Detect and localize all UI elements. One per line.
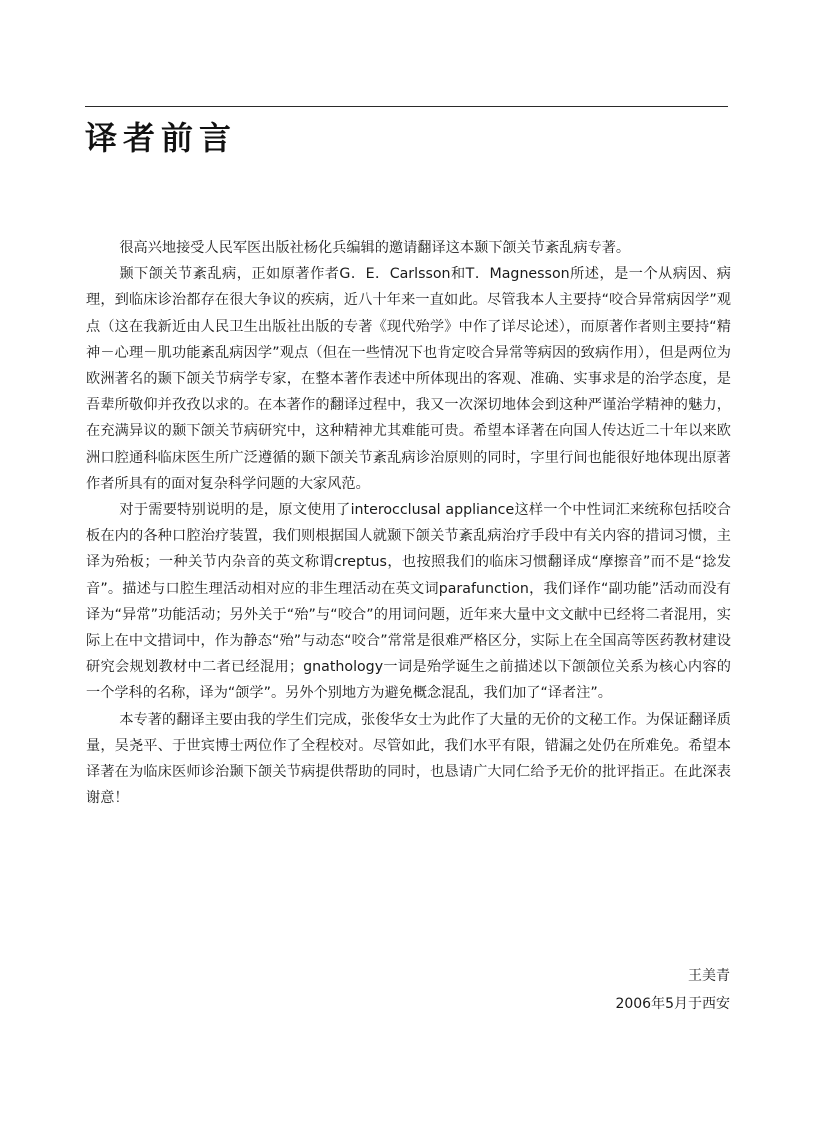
header-rule [85,106,728,107]
paragraph-acknowledgements: 本专著的翻译主要由我的学生们完成，张俊华女士为此作了大量的无价的文秘工作。为保证翻译质量，吴尧平、于世宾博士两位作了全程校对。尽管如此，我们水平有限，错漏之处仍在所难免。希望本译著在为临床医师诊治颞下颌关节病提供帮助的同时，也恳请广大同仁给予无价的批评指正。在此深表谢意！ [86,711,731,807]
signature-name: 王美青 [688,968,730,984]
paragraph-terminology: 对于需要特别说明的是，原文使用了interocclusal appliance这样一个中性词汇来统称包括咬合板在内的各种口腔治疗装置，我们则根据国人就颞下颌关节紊乱病治疗手段中有关内容的措词习惯，主译为殆板；一种关节内杂音的英文称谓creptus，也按照我们的临床习惯翻译成“摩擦音”而不是“捻发音”。描述与口腔生理活动相对应的非生理活动在英文词parafunction，我们译作“副功能”活动而没有译为“异常”功能活动；另外关于“殆”与“咬合”的用词问题，近年来大量中文文献中已经将二者混用，实际上在中文措词中，作为静态“殆”与动态“咬合”常常是很难严格区分，实际上在全国高等医药教材建设研究会规划教材中二者已经混用；gnathology一词是殆学诞生之前描述以下颌颌位关系为核心内容的一个学科的名称，译为“颌学”。另外个别地方为避免概念混乱，我们加了“译者注”。 [86,502,731,702]
paragraph-intro: 很高兴地接受人民军医出版社杨化兵编辑的邀请翻译这本颞下颌关节紊乱病专著。 [119,240,631,256]
signature-date-place: 2006年5月于西安 [615,996,730,1012]
preface-body [86,235,731,811]
signature-block [615,962,730,1018]
paragraph-background: 颞下颌关节紊乱病，正如原著作者G．E．Carlsson和T．Magnesson所述，是一个从病因、病理，到临床诊治都存在很大争议的疾病，近八十年来一直如此。尽管我本人主要持“咬合异常病因学”观点（这在我新近由人民卫生出版社出版的专著《现代殆学》中作了详尽论述），而原著作者则主要持“精神－心理－肌功能紊乱病因学”观点（但在一些情况下也肯定咬合异常等病因的致病作用），但是两位为欧洲著名的颞下颌关节病学专家，在整本著作表述中所体现出的客观、准确、实事求是的治学态度，是吾辈所敬仰并孜孜以求的。在本著作的翻译过程中，我又一次深切地体会到这种严谨治学精神的魅力，在充满异议的颞下颌关节病研究中，这种精神尤其难能可贵。希望本译著在向国人传达近二十年以来欧洲口腔通科临床医生所广泛遵循的颞下颌关节紊乱病诊治原则的同时，字里行间也能很好地体现出原著作者所具有的面对复杂科学问题的大家风范。 [86,266,731,492]
page-title: 译者前言 [85,119,238,157]
